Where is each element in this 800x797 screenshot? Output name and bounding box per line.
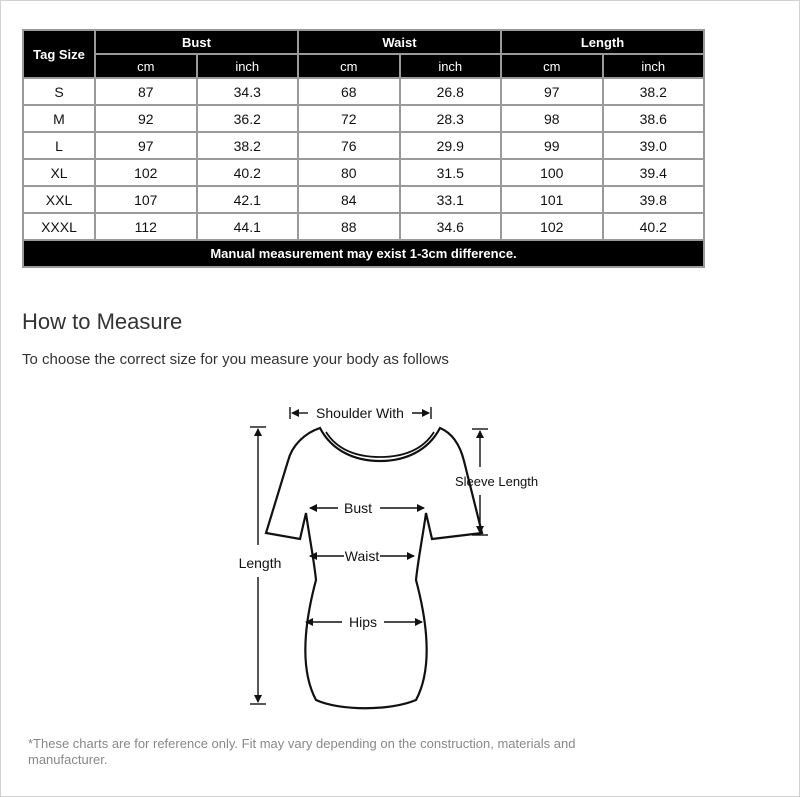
- value-cell: 102: [95, 159, 197, 186]
- table-row: [23, 78, 704, 105]
- value-cell: 97: [95, 132, 197, 159]
- value-cell: 44.1: [197, 213, 299, 240]
- value-cell: 102: [501, 213, 603, 240]
- unit-header: cm: [298, 54, 400, 78]
- table-row: [23, 213, 704, 240]
- value-cell: 92: [95, 105, 197, 132]
- value-cell: 39.4: [603, 159, 705, 186]
- neckline: [326, 432, 434, 457]
- value-cell: 28.3: [400, 105, 502, 132]
- how-to-measure-title: How to Measure: [22, 309, 183, 334]
- value-cell: 112: [95, 213, 197, 240]
- unit-header: cm: [501, 54, 603, 78]
- table-row: [23, 159, 704, 186]
- tag-size-header: Tag Size: [23, 30, 95, 78]
- table-row: [23, 186, 704, 213]
- sleeve-length-label: Sleeve Length: [455, 474, 539, 489]
- value-cell: 101: [501, 186, 603, 213]
- size-chart-table: [22, 29, 705, 268]
- length-label: Length: [238, 555, 282, 571]
- unit-header: inch: [400, 54, 502, 78]
- unit-header: inch: [197, 54, 299, 78]
- group-header-row: [23, 30, 704, 54]
- value-cell: 34.6: [400, 213, 502, 240]
- disclaimer-text: *These charts are for reference only. Fit may vary depending on the construction, materials and manufacturer.: [28, 736, 576, 767]
- value-cell: 84: [298, 186, 400, 213]
- unit-header: inch: [603, 54, 705, 78]
- value-cell: 26.8: [400, 78, 502, 105]
- value-cell: 97: [501, 78, 603, 105]
- value-cell: 34.3: [197, 78, 299, 105]
- unit-header: cm: [95, 54, 197, 78]
- value-cell: 38.6: [603, 105, 705, 132]
- value-cell: 39.8: [603, 186, 705, 213]
- dress-outline: [266, 428, 482, 708]
- waist-header: Waist: [298, 30, 501, 54]
- how-to-measure-subtitle: To choose the correct size for you measure your body as follows: [22, 351, 449, 368]
- value-cell: 100: [501, 159, 603, 186]
- value-cell: 68: [298, 78, 400, 105]
- value-cell: 31.5: [400, 159, 502, 186]
- length-header: Length: [501, 30, 704, 54]
- size-cell: L: [23, 132, 95, 159]
- value-cell: 88: [298, 213, 400, 240]
- value-cell: 107: [95, 186, 197, 213]
- table-row: [23, 105, 704, 132]
- note-row: [23, 240, 704, 267]
- size-cell: M: [23, 105, 95, 132]
- size-cell: XXL: [23, 186, 95, 213]
- value-cell: 87: [95, 78, 197, 105]
- waist-label: Waist: [344, 548, 380, 564]
- table-row: [23, 132, 704, 159]
- value-cell: 29.9: [400, 132, 502, 159]
- bust-label: Bust: [343, 500, 373, 516]
- dress-measurement-diagram: [220, 395, 540, 715]
- size-cell: XXXL: [23, 213, 95, 240]
- measurement-note: Manual measurement may exist 1-3cm difference.: [23, 240, 704, 267]
- value-cell: 72: [298, 105, 400, 132]
- value-cell: 36.2: [197, 105, 299, 132]
- size-cell: XL: [23, 159, 95, 186]
- value-cell: 80: [298, 159, 400, 186]
- value-cell: 99: [501, 132, 603, 159]
- value-cell: 33.1: [400, 186, 502, 213]
- value-cell: 38.2: [603, 78, 705, 105]
- hips-label: Hips: [348, 614, 378, 630]
- value-cell: 40.2: [603, 213, 705, 240]
- shoulder-label: Shoulder With: [316, 405, 404, 421]
- value-cell: 40.2: [197, 159, 299, 186]
- size-cell: S: [23, 78, 95, 105]
- bust-header: Bust: [95, 30, 298, 54]
- value-cell: 42.1: [197, 186, 299, 213]
- unit-header-row: [23, 54, 704, 78]
- value-cell: 98: [501, 105, 603, 132]
- value-cell: 38.2: [197, 132, 299, 159]
- value-cell: 76: [298, 132, 400, 159]
- value-cell: 39.0: [603, 132, 705, 159]
